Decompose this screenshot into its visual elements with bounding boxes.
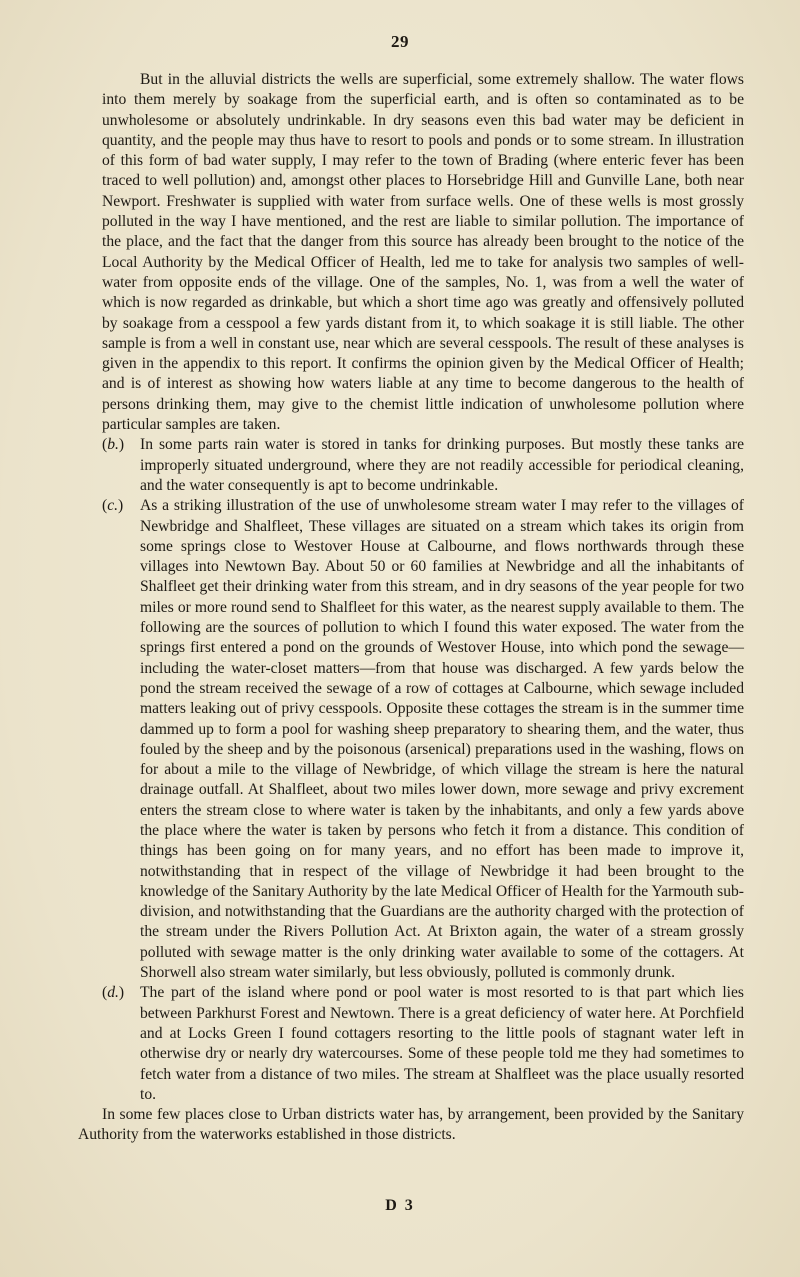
section-b xyxy=(102,435,744,496)
section-text: As a striking illustration of the use of unwholesome stream water I may refer to the villages of Newbridge and Shalfleet, These villages are situated on a stream which takes its origin from some springs close to Westover House at Calbourne, and flows northwards through these villages into Newtown Bay. About 50 or 60 families at Newbridge and all the inhabitants of Shalfleet get their drinking water from this stream, and in dry seasons of the year people for two miles or more round send to Shalfleet for this water, as the nearest supply available to them. The following are the sources of pollution to which I found this water exposed. The water from the springs first entered a pond on the grounds of Westover House, into which pond the sewage—including the water-closet matters—from that house was discharged. A few yards below the pond the stream received the sewage of a row of cottages at Calbourne, which sewage included matters leaking out of privy cesspools. Opposite these cottages the stream is in the summer time dammed up to form a pool for washing sheep preparatory to shearing them, and the water, thus fouled by the sheep and by the poisonous (arsenical) preparations used in the washing, flows on for about a mile to the village of Newbridge, of which village the stream is here the natural drainage outfall. At Shalfleet, about two miles lower down, more sewage and privy excrement enters the stream close to where water is taken by the inhabitants, and only a few yards above the place where the water is taken by persons who fetch it from a distance. This condition of things has been going on for many years, and no effort has been made to improve it, notwithstanding that in respect of the village of Newbridge it had been brought to the knowledge of the Sanitary Authority by the late Medical Officer of Health for the Yarmouth sub-division, and notwithstanding that the Guardians are the authority charged with the protection of the stream under the Rivers Pollution Act. At Brixton again, the water of a stream grossly polluted with sewage matter is the only drinking water available to some of the cottagers. At Shorwell also stream water similarly, but less obviously, polluted is commonly drunk. xyxy=(140,497,744,982)
section-d xyxy=(102,983,744,1105)
signature-mark: D 3 xyxy=(385,1197,415,1214)
closing-paragraph: In some few places close to Urban districts water has, by arrangement, been provided by the Sanitary Authority from the waterworks established in those districts. xyxy=(78,1106,744,1144)
section-text: The part of the island where pond or pool water is most resorted to is that part which lies between Parkhurst Forest and Newtown. There is a great deficiency of water here. At Porchfield and at Locks Green I found cottagers resorting to the little pools of stagnant water left in otherwise dry or nearly dry watercourses. Some of these people told me they had sometimes to fetch water from a distance of two miles. The stream at Shalfleet was the place usually resorted to. xyxy=(140,984,744,1103)
opening-paragraph: But in the alluvial districts the wells are superficial, some extremely shallow. The water flows into them merely by soakage from the superficial earth, and is often so contaminated as to be unwholesome or absolutely undrinkable. In dry seasons even this bad water may be deficient in quantity, and the people may thus have to resort to pools and ponds or to some stream. In illustration of this form of bad water supply, I may refer to the town of Brading (where enteric fever has been traced to well pollution) and, amongst other places to Horsebridge Hill and Gunville Lane, both near Newport. Freshwater is supplied with water from surface wells. One of these wells is most grossly polluted in the way I have mentioned, and the rest are liable to similar pollution. The importance of the place, and the fact that the danger from this source has already been brought to the notice of the Local Authority by the Medical Officer of Health, led me to take for analysis two samples of well-water from opposite ends of the village. One of the samples, No. 1, was from a well the water of which is now regarded as drinkable, but which a short time ago was greatly and offensively polluted by soakage from a cesspool a few yards distant from it, to which soakage it is still liable. The other sample is from a well in constant use, near which are several cesspools. The result of these analyses is given in the appendix to this report. It confirms the opinion given by the Medical Officer of Health; and is of interest as showing how waters liable at any time to become dangerous to the health of persons drinking them, may give to the chemist little indication of unwholesome pollution where particular samples are taken. xyxy=(102,71,744,434)
section-text: In some parts rain water is stored in tanks for drinking purposes. But mostly these tanks are improperly situated underground, where they are not readily accessible for periodical cleaning, and the water consequently is apt to become undrinkable. xyxy=(140,436,744,494)
section-marker: (c.) xyxy=(102,497,124,515)
page-number: 29 xyxy=(391,32,409,51)
section-marker: (b.) xyxy=(102,436,125,454)
section-marker: (d.) xyxy=(102,984,125,1002)
body-text xyxy=(78,70,744,1146)
section-c xyxy=(102,496,744,983)
